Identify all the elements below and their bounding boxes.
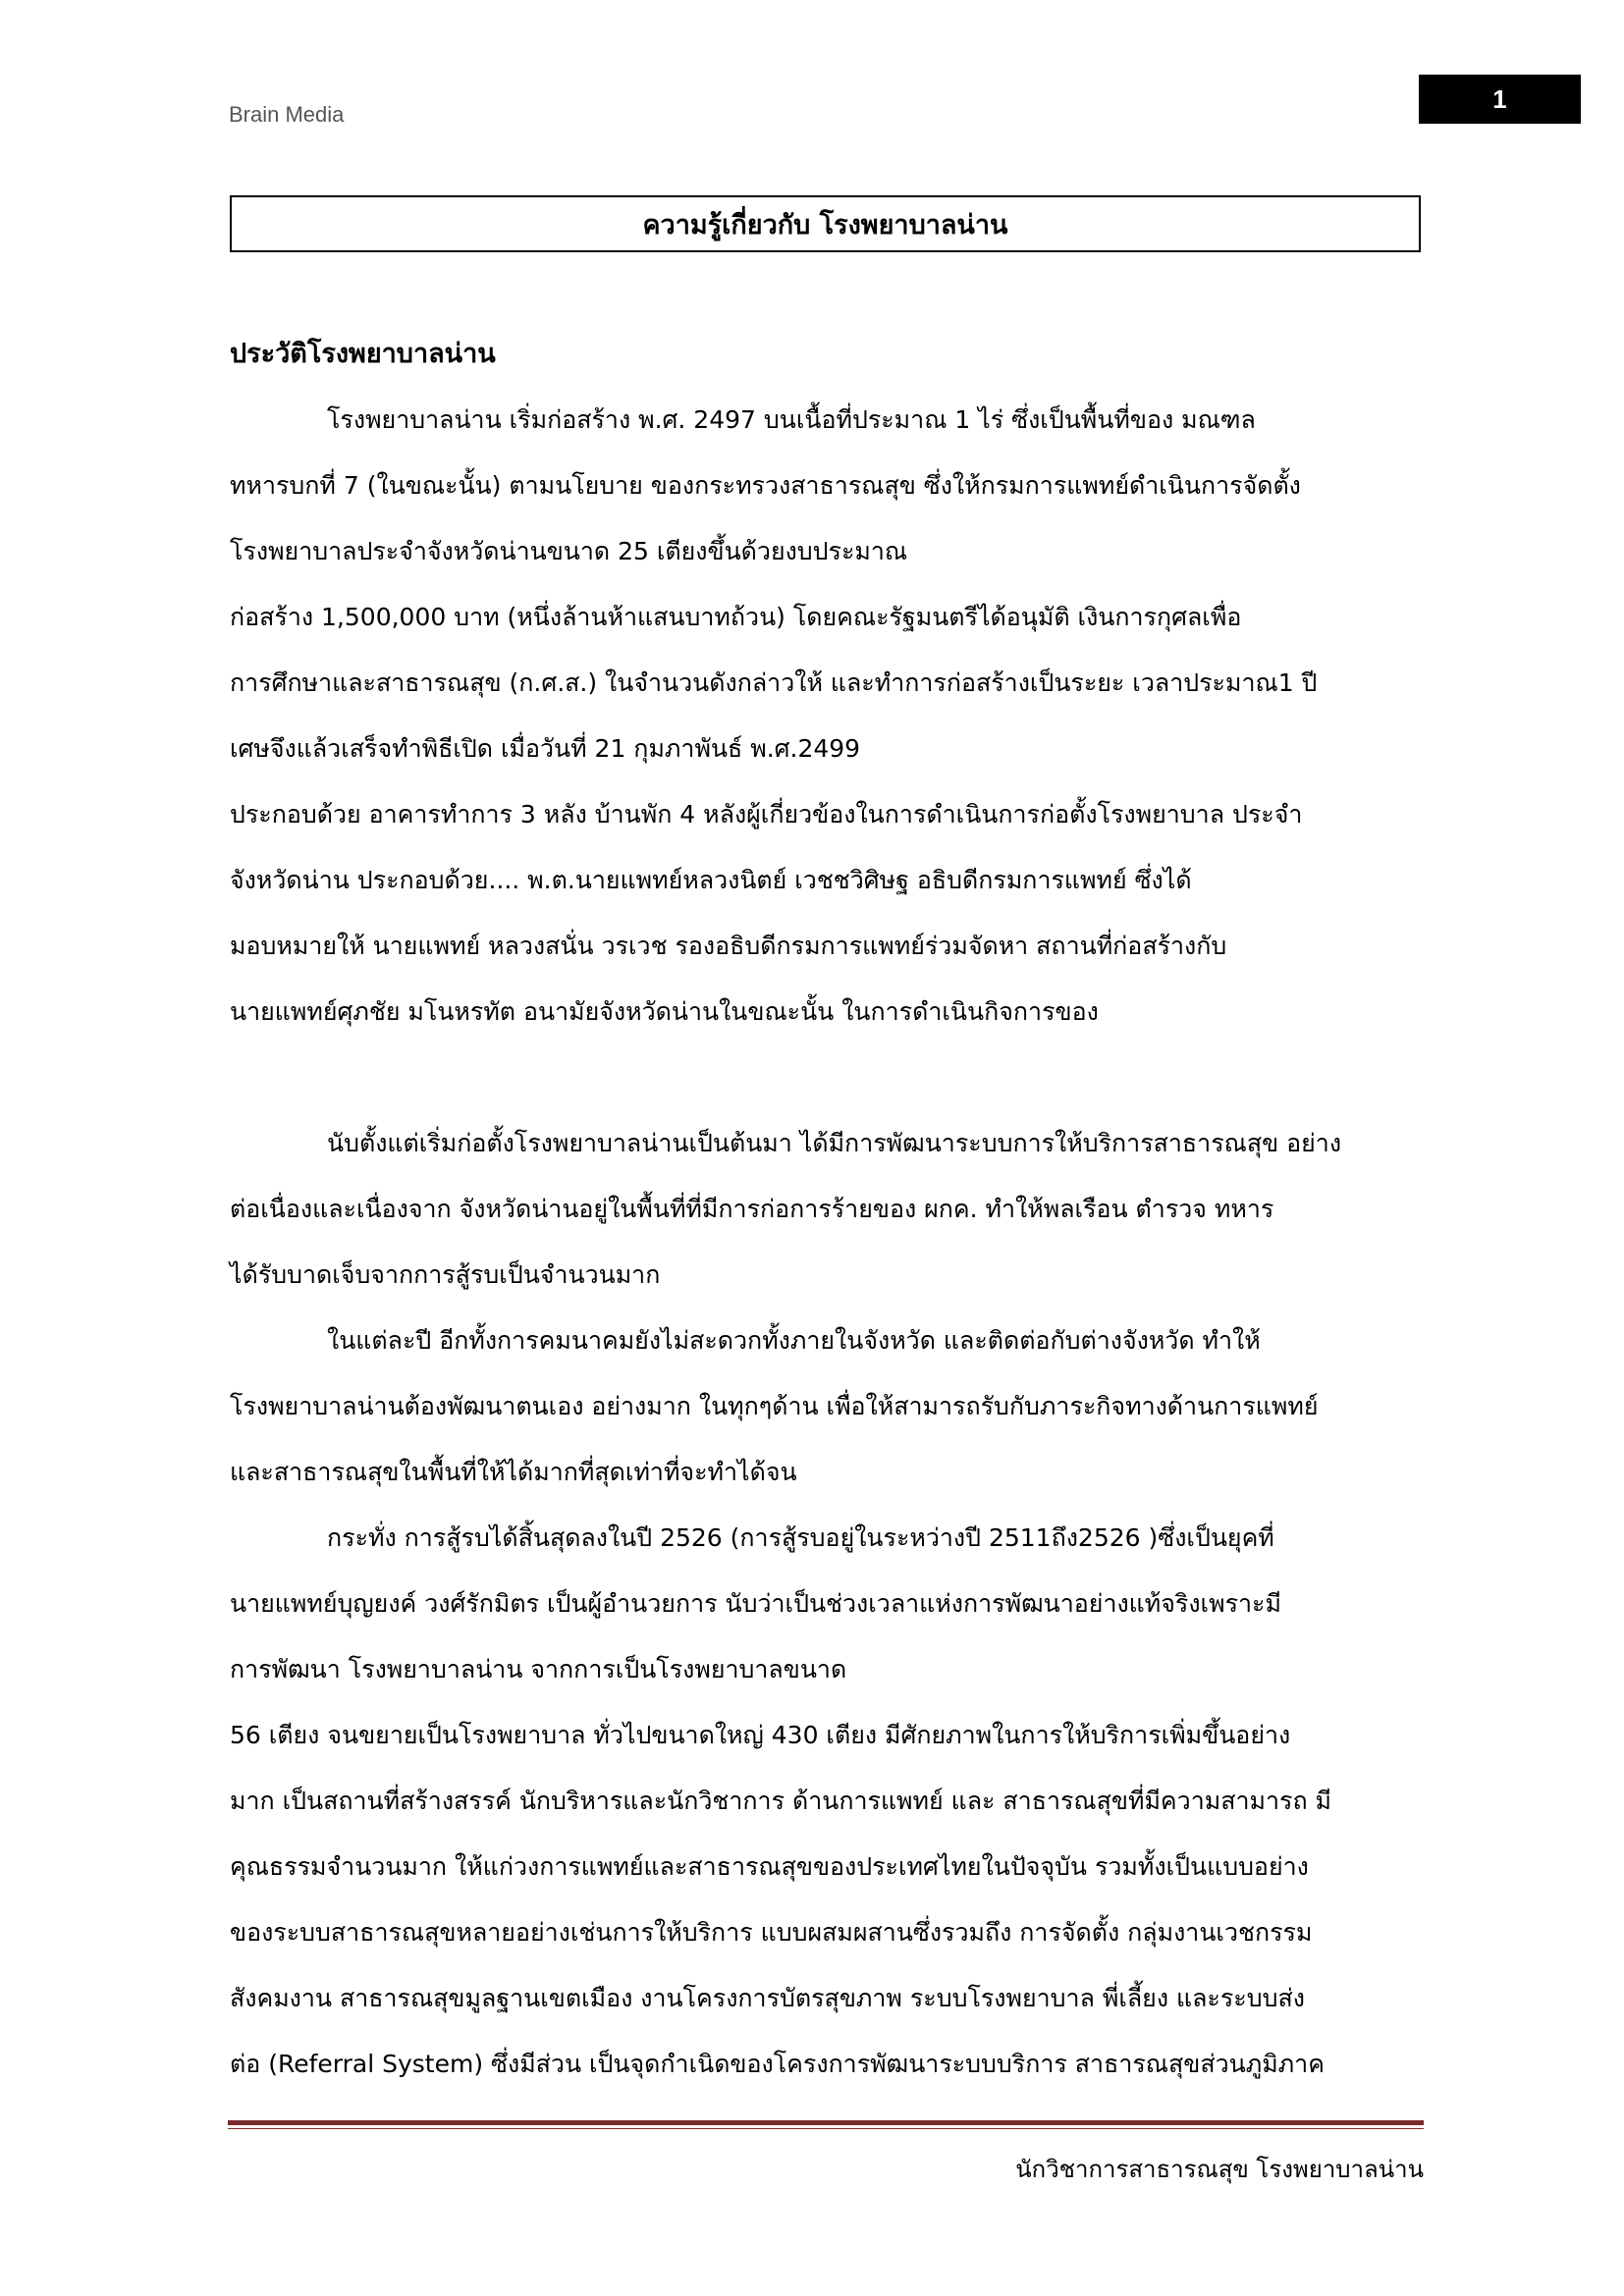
paragraph-line: การพัฒนา โรงพยาบาลน่าน จากการเป็นโรงพยาบาลขนาด	[230, 1655, 847, 1683]
paragraph-line: ในแต่ละปี อีกทั้งการคมนาคมยังไม่สะดวกทั้งภายในจังหวัด และติดต่อกับต่างจังหวัด ทำให้	[327, 1326, 1261, 1355]
paragraph-line: การศึกษาและสาธารณสุข (ก.ศ.ส.) ในจำนวนดังกล่าวให้ และทำการก่อสร้างเป็นระยะ เวลาประมาณ1 ปี	[230, 668, 1318, 697]
paragraph-line: ของระบบสาธารณสุขหลายอย่างเช่นการให้บริการ แบบผสมผสานซึ่งรวมถึง การจัดตั้ง กลุ่มงานเวชกรรม	[230, 1918, 1313, 1947]
paragraph-line: ประกอบด้วย อาคารทำการ 3 หลัง บ้านพัก 4 หลังผู้เกี่ยวข้องในการดำเนินการก่อตั้งโรงพยาบาล ประจำ	[230, 800, 1303, 828]
paragraph-line: มอบหมายให้ นายแพทย์ หลวงสนั่น วรเวช รองอธิบดีกรมการแพทย์ร่วมจัดหา สถานที่ก่อสร้างกับ	[230, 932, 1227, 960]
paragraph-line: นับตั้งแต่เริ่มก่อตั้งโรงพยาบาลน่านเป็นต้นมา ได้มีการพัฒนาระบบการให้บริการสาธารณสุข อย่าง	[327, 1129, 1342, 1157]
paragraph-gap	[230, 1044, 1426, 1110]
paragraph-line: ก่อสร้าง 1,500,000 บาท (หนึ่งล้านห้าแสนบาทถ้วน) โดยคณะรัฐมนตรีได้อนุมัติ เงินการกุศลเพื่อ	[230, 603, 1242, 631]
document-title: ความรู้เกี่ยวกับ โรงพยาบาลน่าน	[230, 195, 1421, 252]
paragraph-line: และสาธารณสุขในพื้นที่ให้ได้มากที่สุดเท่าที่จะทำได้จน	[230, 1458, 797, 1486]
paragraph-line: นายแพทย์บุญยงค์ วงศ์รักมิตร เป็นผู้อำนวยการ นับว่าเป็นช่วงเวลาแห่งการพัฒนาอย่างแท้จริงเพราะมี	[230, 1589, 1281, 1618]
paragraph-line: กระทั่ง การสู้รบได้สิ้นสุดลงในปี 2526 (การสู้รบอยู่ในระหว่างปี 2511ถึง2526 )ซึ่งเป็นยุคที่	[327, 1523, 1274, 1552]
footer-divider	[228, 2120, 1424, 2125]
paragraph-line: โรงพยาบาลประจำจังหวัดน่านขนาด 25 เตียงขึ้นด้วยงบประมาณ	[230, 537, 908, 565]
paragraph-line: จังหวัดน่าน ประกอบด้วย.... พ.ต.นายแพทย์หลวงนิตย์ เวชชวิศิษฐ อธิบดีกรมการแพทย์ ซึ่งได้	[230, 866, 1192, 894]
paragraph-line: คุณธรรมจำนวนมาก ให้แก่วงการแพทย์และสาธารณสุขของประเทศไทยในปัจจุบัน รวมทั้งเป็นแบบอย่าง	[230, 1852, 1309, 1881]
document-body	[230, 321, 1426, 2097]
header-brand: Brain Media	[229, 102, 345, 127]
paragraph-line: เศษจึงแล้วเสร็จทำพิธีเปิด เมื่อวันที่ 21 กุมภาพันธ์ พ.ศ.2499	[230, 734, 861, 763]
paragraph-line: ทหารบกที่ 7 (ในขณะนั้น) ตามนโยบาย ของกระทรวงสาธารณสุข ซึ่งให้กรมการแพทย์ดำเนินการจัดตั้ง	[230, 471, 1301, 500]
paragraph-line: ต่อเนื่องและเนื่องจาก จังหวัดน่านอยู่ในพื้นที่ที่มีการก่อการร้ายของ ผกค. ทำให้พลเรือน ตำรวจ ทหาร	[230, 1195, 1274, 1223]
paragraph-line: ต่อ (Referral System) ซึ่งมีส่วน เป็นจุดกำเนิดของโครงการพัฒนาระบบบริการ สาธารณสุขส่วนภูมิภาค	[230, 2050, 1325, 2078]
section-heading: ประวัติโรงพยาบาลน่าน	[230, 339, 496, 369]
paragraph-line: 56 เตียง จนขยายเป็นโรงพยาบาล ทั่วไปขนาดใหญ่ 430 เตียง มีศักยภาพในการให้บริการเพิ่มขึ้นอย่าง	[230, 1721, 1291, 1749]
paragraph-line: มาก เป็นสถานที่สร้างสรรค์ นักบริหารและนักวิชาการ ด้านการแพทย์ และ สาธารณสุขที่มีความสามารถ มี	[230, 1787, 1332, 1815]
footer-text: นักวิชาการสาธารณสุข โรงพยาบาลน่าน	[1015, 2156, 1424, 2183]
paragraph-line: นายแพทย์ศุภชัย มโนหรทัต อนามัยจังหวัดน่านในขณะนั้น ในการดำเนินกิจการของ	[230, 997, 1099, 1026]
paragraph-line: สังคมงาน สาธารณสุขมูลฐานเขตเมือง งานโครงการบัตรสุขภาพ ระบบโรงพยาบาล พี่เลี้ยง และระบบส่ง	[230, 1984, 1305, 2012]
page-number-badge: 1	[1419, 75, 1581, 124]
footer-divider-thin	[228, 2128, 1424, 2129]
paragraph-line: ได้รับบาดเจ็บจากการสู้รบเป็นจำนวนมาก	[230, 1260, 661, 1289]
paragraph-line: โรงพยาบาลน่านต้องพัฒนาตนเอง อย่างมาก ในทุกๆด้าน เพื่อให้สามารถรับกับภาระกิจทางด้านการแพทย์	[230, 1392, 1319, 1420]
paragraph-line: โรงพยาบาลน่าน เริ่มก่อสร้าง พ.ศ. 2497 บนเนื้อที่ประมาณ 1 ไร่ ซึ่งเป็นพื้นที่ของ มณฑล	[327, 405, 1256, 434]
